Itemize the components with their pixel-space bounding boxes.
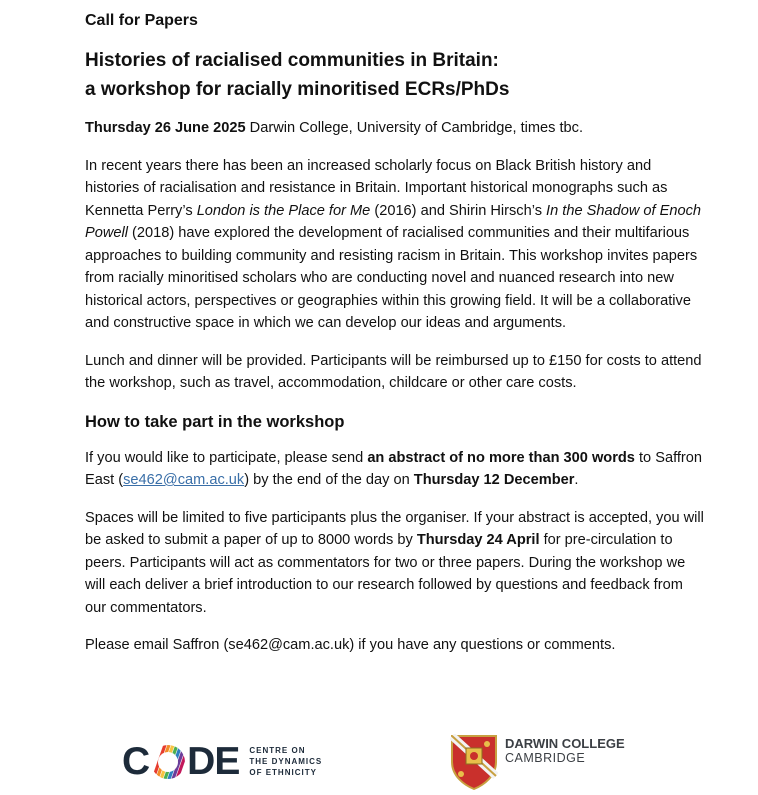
code-o-stripes-icon xyxy=(150,744,186,780)
abstract-deadline: Thursday 12 December xyxy=(413,472,575,488)
contact-paragraph: Please email Saffron (se462@cam.ac.uk) if you have any questions or comments. xyxy=(85,637,616,653)
document-body xyxy=(85,12,705,672)
code-wordmark xyxy=(122,742,239,781)
intro-text-c: (2018) have explored the development of racialised communities and their multifarious approaches to building community and resisting racism in Britain. This workshop invites papers from racially minoritised scholars who are conducting novel and nuanced research into new historical actors, perspectives or geographies within this growing field. It will be a collaborative and constructive space in which we can develop our ideas and arguments. xyxy=(85,225,698,331)
darwin-shield-icon xyxy=(450,734,498,790)
participation-text-a: If you would like to participate, please send xyxy=(85,449,368,466)
abstract-requirement: an abstract of no more than 300 words xyxy=(367,449,635,466)
document-label: Call for Papers xyxy=(85,12,198,29)
code-tagline-2: THE DYNAMICS xyxy=(249,757,323,766)
event-date: Thursday 26 June 2025 xyxy=(85,120,246,136)
title-line-2: a workshop for racially minoritised ECRs/PhDs xyxy=(85,79,510,100)
darwin-college-logo xyxy=(450,734,625,790)
spaces-text-a: Spaces will be limited to five participants plus the organiser. If your abstract is accepted, you will be asked to submit a paper of up to 8000 words by xyxy=(85,509,704,548)
event-location: Darwin College, University of Cambridge, times tbc. xyxy=(245,120,584,136)
spaces-paragraph xyxy=(85,507,705,620)
darwin-place: CAMBRIDGE xyxy=(505,751,586,765)
code-logo xyxy=(122,742,322,781)
book-title-1: London is the Place for Me xyxy=(196,202,371,219)
section-heading: How to take part in the workshop xyxy=(85,412,345,431)
title-line-1: Histories of racialised communities in Britain: xyxy=(85,50,499,71)
participation-paragraph xyxy=(85,447,705,492)
participation-text-b: to Saffron East ( xyxy=(85,449,703,488)
intro-text-b: (2016) and Shirin Hirsch’s xyxy=(370,202,547,219)
participation-text-d: . xyxy=(574,472,579,488)
book-title-2: In the Shadow of Enoch Powell xyxy=(85,202,702,241)
code-tagline-3: OF ETHNICITY xyxy=(249,768,317,777)
paper-deadline: Thursday 24 April xyxy=(416,532,540,548)
code-letter-c: C xyxy=(122,740,150,783)
logo-footer xyxy=(0,730,758,795)
darwin-wordmark xyxy=(505,736,625,766)
intro-text-a: In recent years there has been an increased scholarly focus on Black British history and histories of racialisation and resistance in Britain. Important historical monographs such as Kennetta Perry’s xyxy=(85,157,668,219)
participation-text-c: ) by the end of the day on xyxy=(244,472,414,488)
code-tagline-1: CENTRE ON xyxy=(249,746,306,755)
darwin-name: DARWIN COLLEGE xyxy=(505,736,625,751)
code-tagline xyxy=(249,745,322,778)
email-link[interactable]: se462@cam.ac.uk xyxy=(123,472,245,488)
logistics-paragraph: Lunch and dinner will be provided. Participants will be reimbursed up to £150 for costs to attend the workshop, such as travel, accommodation, childcare or other care costs. xyxy=(85,352,702,391)
intro-paragraph xyxy=(85,155,705,335)
code-letters-de: DE xyxy=(187,740,240,783)
document-title xyxy=(85,46,705,104)
spaces-text-b: for pre-circulation to peers. Participants will act as commentators for two or three papers. During the workshop we will each deliver a brief introduction to our research followed by questions and feedback from our commentators. xyxy=(85,532,686,616)
event-details xyxy=(85,117,705,140)
